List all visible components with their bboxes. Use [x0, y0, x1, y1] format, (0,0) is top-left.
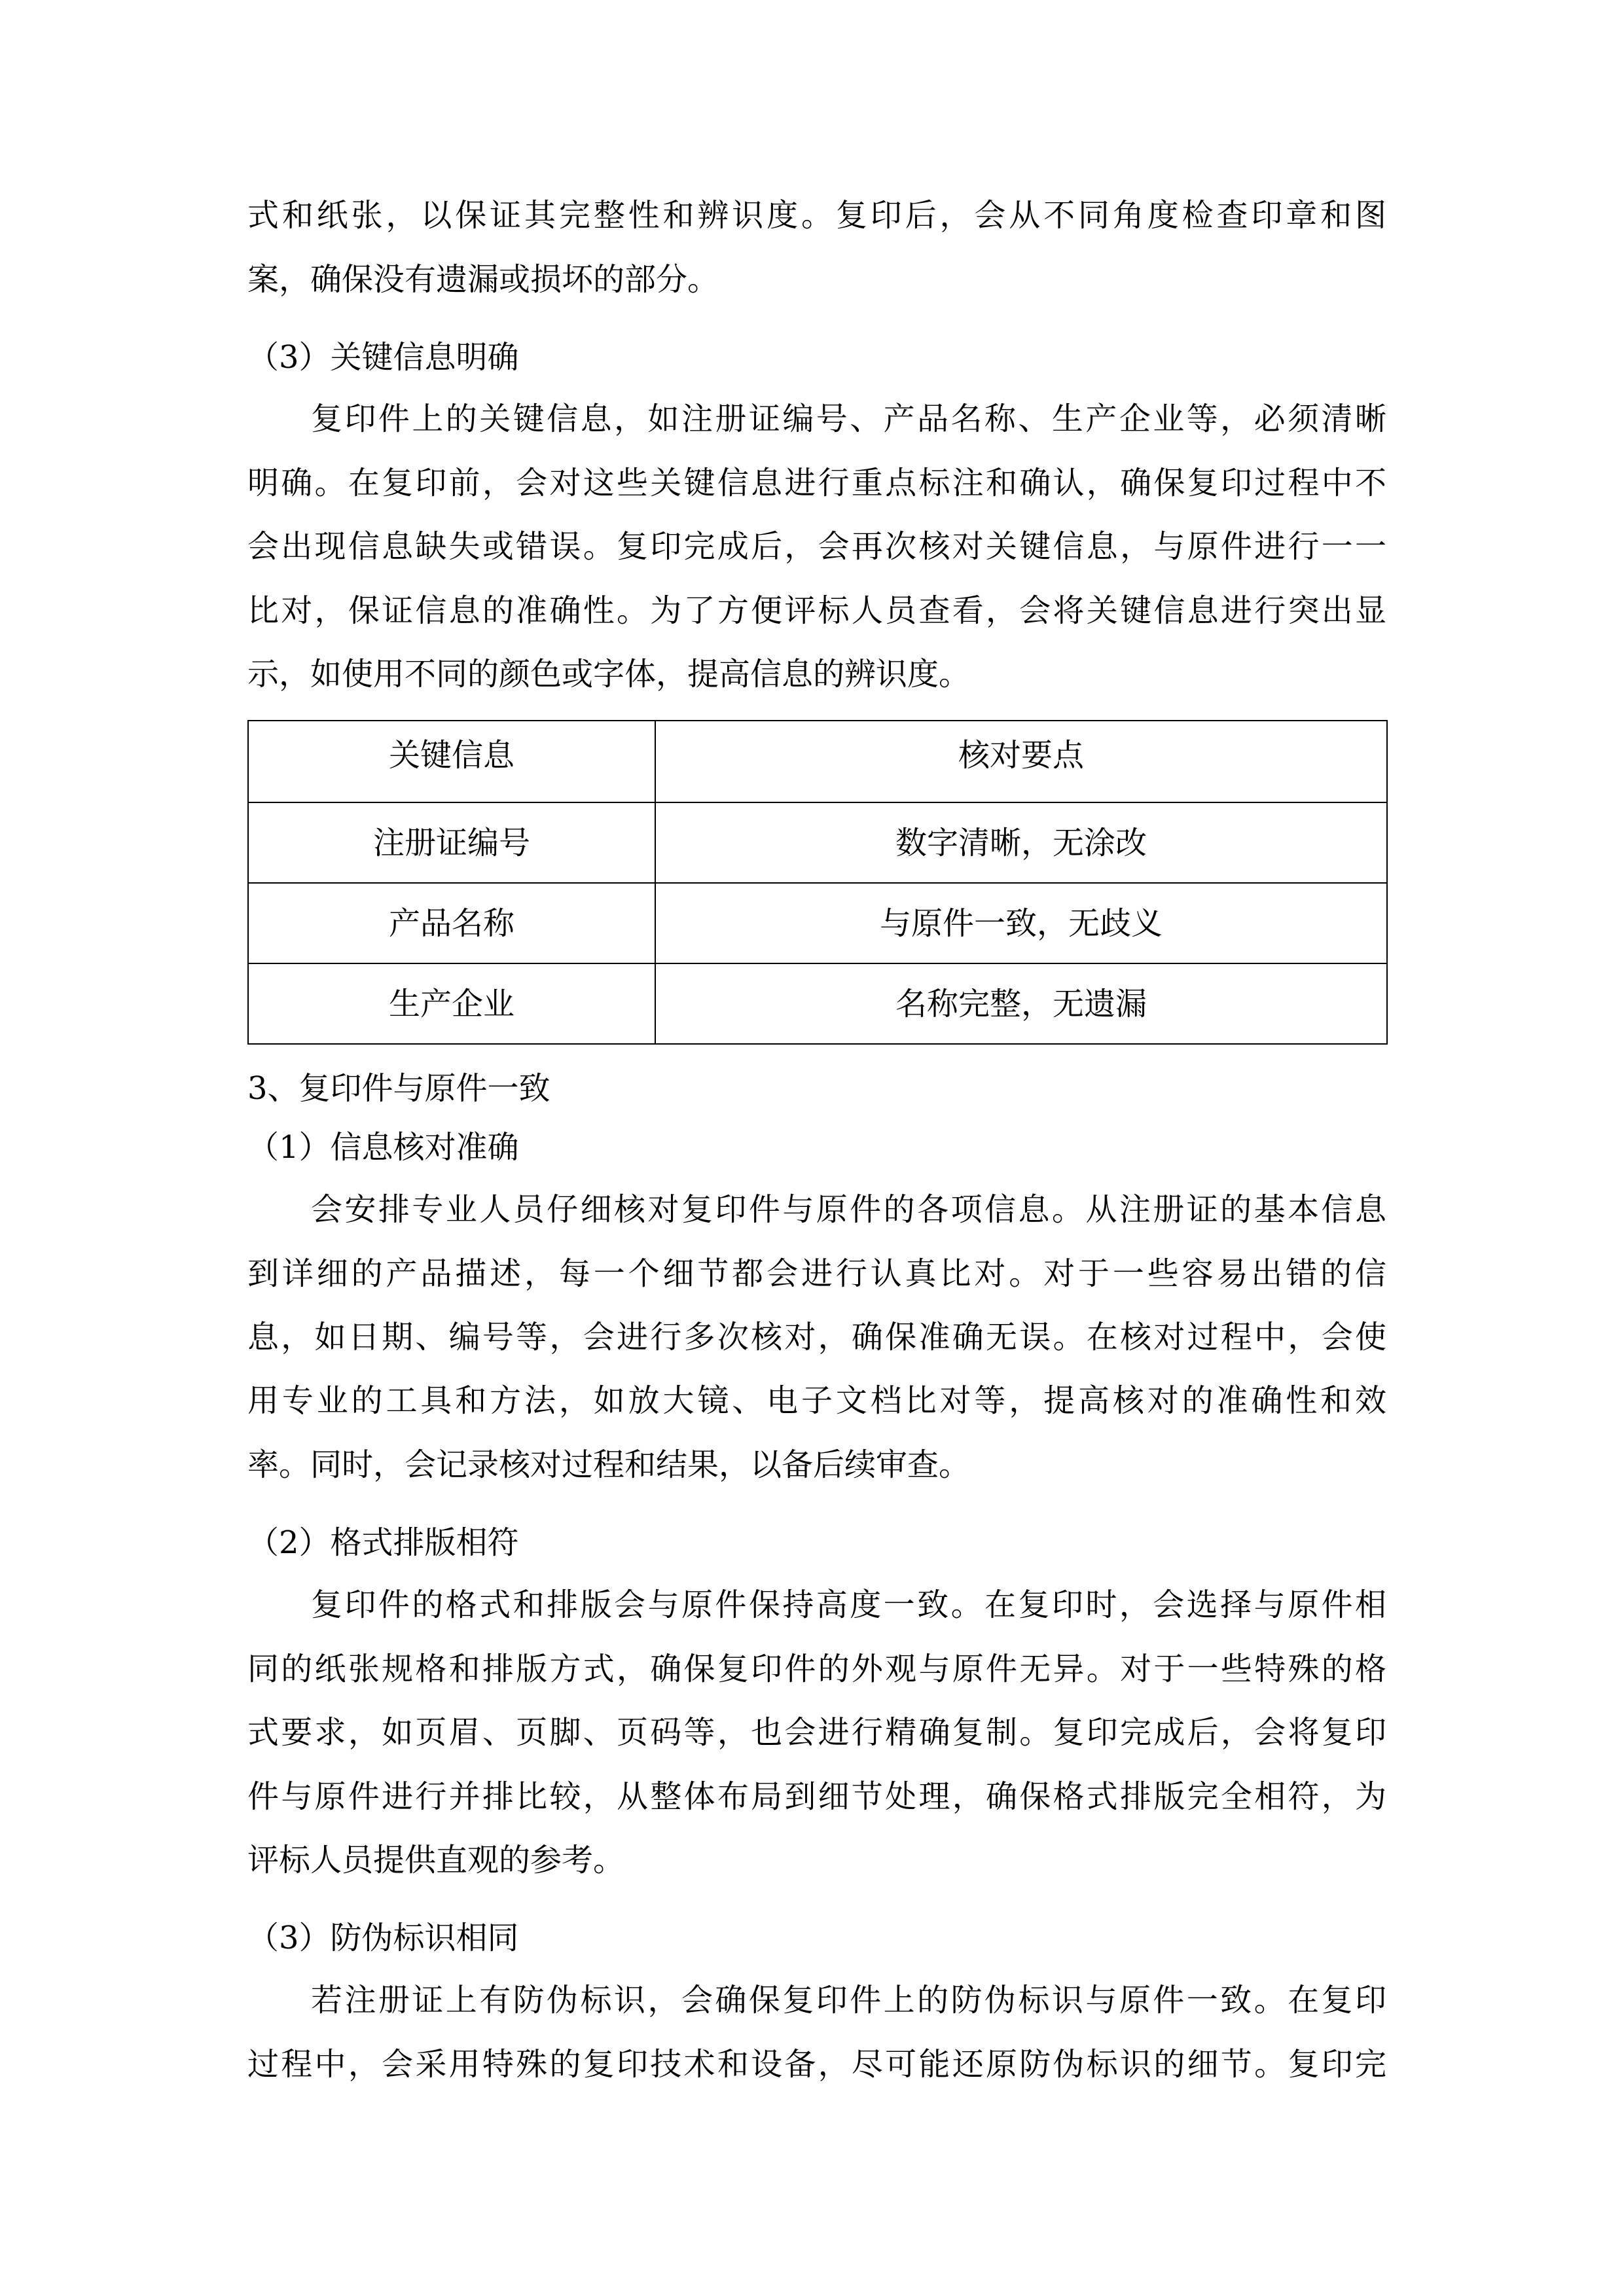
table-header-cell: 关键信息: [248, 721, 655, 802]
table-row: [248, 963, 1387, 1044]
section-heading: （3）防伪标识相同: [247, 1920, 519, 1956]
table-row: [248, 883, 1387, 963]
paragraph-line: 式和纸张，以保证其完整性和辨识度。复印后，会从不同角度检查印章和图: [247, 197, 1386, 234]
section-title: 3、复印件与原件一致: [247, 1070, 550, 1107]
paragraph-line: 件与原件进行并排比较，从整体布局到细节处理，确保格式排版完全相符，为: [247, 1778, 1386, 1815]
paragraph-line: 案，确保没有遗漏或损坏的部分。: [247, 261, 719, 298]
paragraph-line: 用专业的工具和方法，如放大镜、电子文档比对等，提高核对的准确性和效: [247, 1382, 1386, 1419]
paragraph-line: 评标人员提供直观的参考。: [247, 1842, 625, 1878]
section-heading: （3）关键信息明确: [247, 339, 519, 376]
paragraph-line: 复印件上的关键信息，如注册证编号、产品名称、生产企业等，必须清晰: [311, 401, 1386, 437]
section-heading: （1）信息核对准确: [247, 1129, 519, 1166]
table-cell: 生产企业: [248, 963, 655, 1044]
table-cell: 数字清晰，无涂改: [655, 802, 1387, 883]
table-row: [248, 802, 1387, 883]
table-cell: 产品名称: [248, 883, 655, 963]
paragraph-line: 过程中，会采用特殊的复印技术和设备，尽可能还原防伪标识的细节。复印完: [247, 2046, 1386, 2083]
paragraph-line: 到详细的产品描述，每一个细节都会进行认真比对。对于一些容易出错的信: [247, 1255, 1386, 1292]
paragraph-line: 会出现信息缺失或错误。复印完成后，会再次核对关键信息，与原件进行一一: [247, 528, 1386, 565]
paragraph-line: 同的纸张规格和排版方式，确保复印件的外观与原件无异。对于一些特殊的格: [247, 1651, 1386, 1687]
key-info-table: [247, 720, 1388, 1045]
paragraph-line: 息，如日期、编号等，会进行多次核对，确保准确无误。在核对过程中，会使: [247, 1319, 1386, 1355]
paragraph-line: 会安排专业人员仔细核对复印件与原件的各项信息。从注册证的基本信息: [311, 1191, 1386, 1228]
paragraph-line: 明确。在复印前，会对这些关键信息进行重点标注和确认，确保复印过程中不: [247, 465, 1386, 501]
table-header-row: [248, 721, 1387, 802]
table-cell: 名称完整，无遗漏: [655, 963, 1387, 1044]
table-cell: 注册证编号: [248, 802, 655, 883]
paragraph-line: 率。同时，会记录核对过程和结果，以备后续审查。: [247, 1446, 971, 1483]
paragraph-line: 示，如使用不同的颜色或字体，提高信息的辨识度。: [247, 656, 971, 692]
paragraph-line: 复印件的格式和排版会与原件保持高度一致。在复印时，会选择与原件相: [311, 1587, 1386, 1623]
paragraph-line: 式要求，如页眉、页脚、页码等，也会进行精确复制。复印完成后，会将复印: [247, 1714, 1386, 1751]
section-heading: （2）格式排版相符: [247, 1524, 519, 1561]
paragraph-line: 比对，保证信息的准确性。为了方便评标人员查看，会将关键信息进行突出显: [247, 592, 1386, 629]
table-cell: 与原件一致，无歧义: [655, 883, 1387, 963]
paragraph-line: 若注册证上有防伪标识，会确保复印件上的防伪标识与原件一致。在复印: [311, 1982, 1386, 2018]
table-header-cell: 核对要点: [655, 721, 1387, 802]
